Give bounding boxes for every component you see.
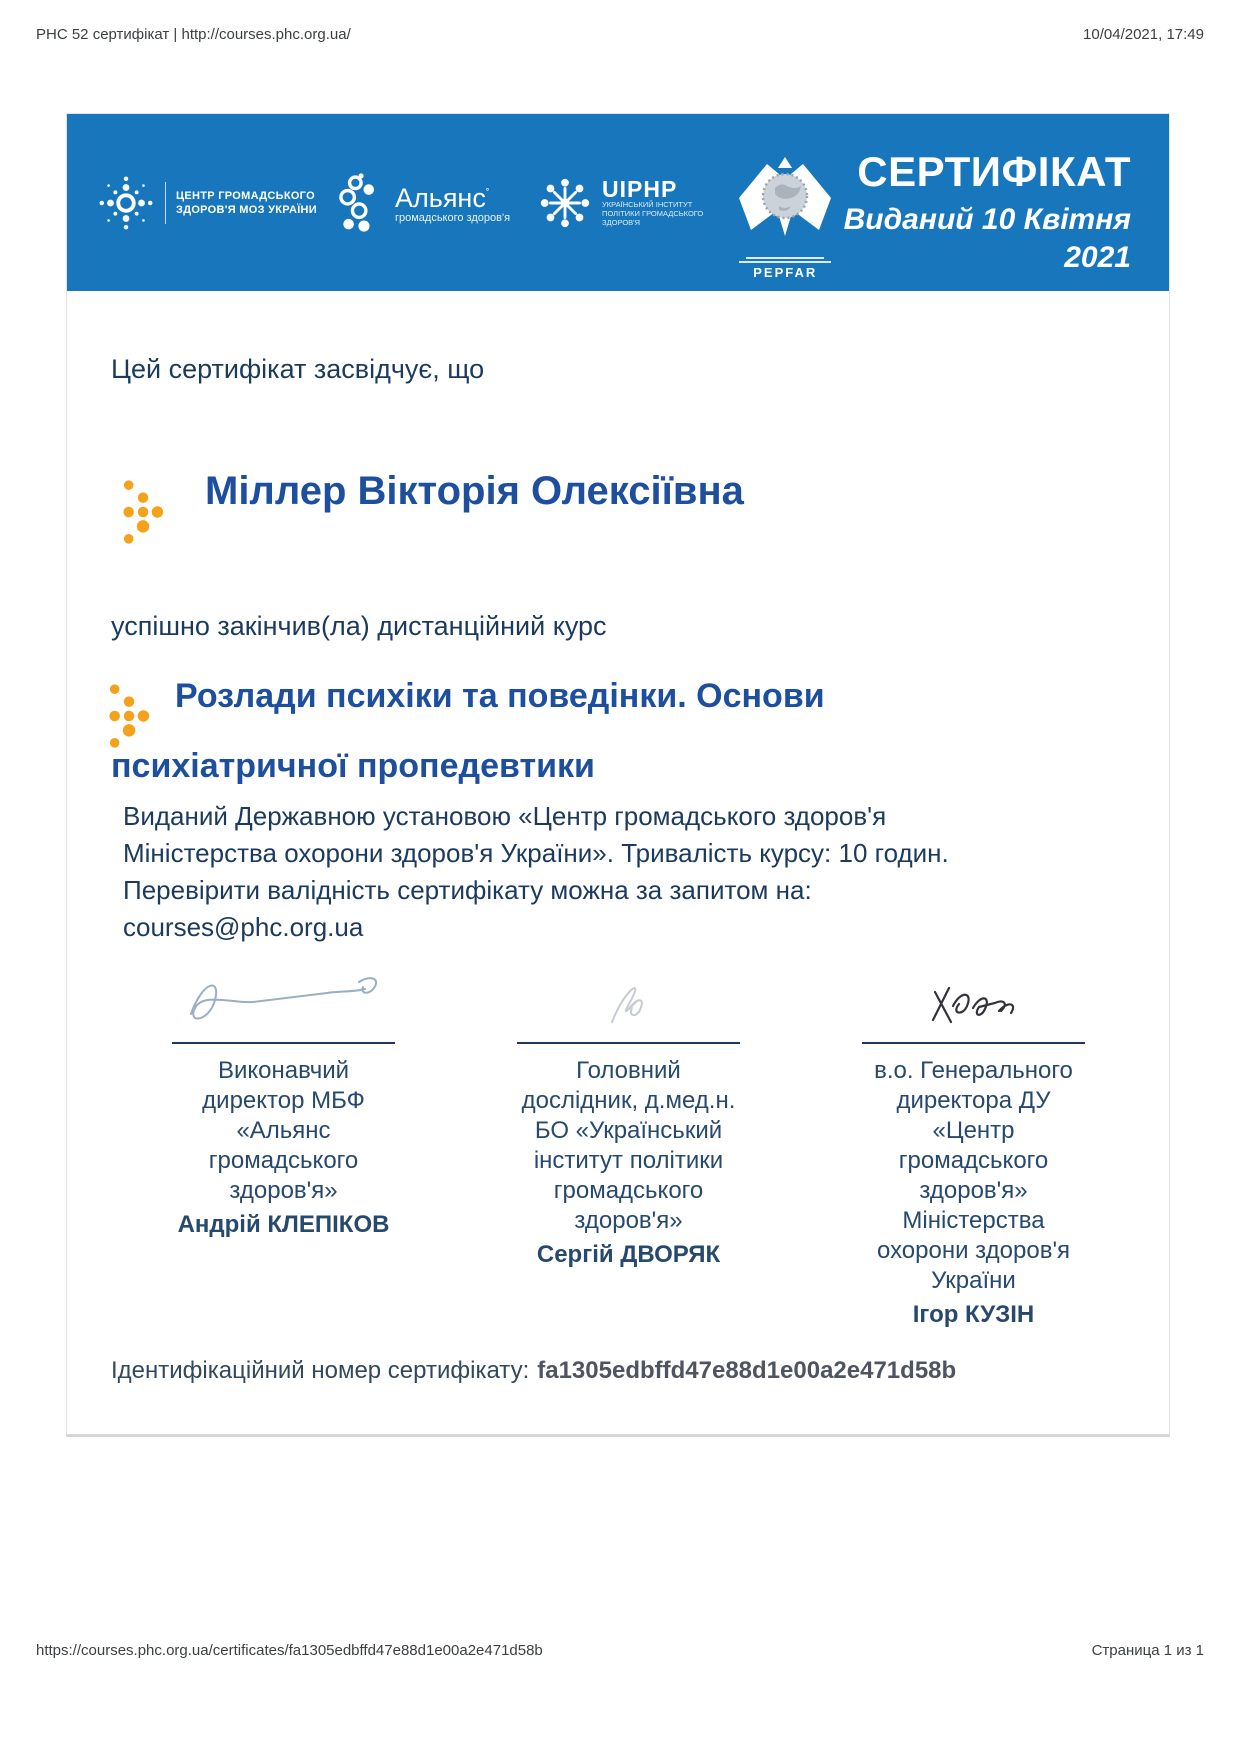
description-line: Перевірити валідність сертифікату можна за запитом на: (123, 875, 812, 905)
logos-row (95, 114, 843, 291)
pepfar-microtext-bar (746, 257, 824, 259)
phc-dotted-cross-icon (95, 172, 157, 234)
role-line: здоров'я» (229, 1177, 338, 1204)
signature-line (862, 1042, 1085, 1044)
uiphp-subtitle-line3: ЗДОРОВ'Я (602, 218, 641, 227)
dots-arrow-icon (121, 476, 167, 547)
pepfar-title: PEPFAR (753, 264, 818, 280)
print-header-title: PHC 52 сертифікат | http://courses.phc.org.ua/ (36, 26, 351, 43)
pepfar-microtext-bars (727, 257, 843, 263)
role-line: громадського (208, 1147, 359, 1174)
certificate-title-block (844, 148, 1131, 277)
certificate-title: СЕРТИФІКАТ (857, 148, 1131, 195)
role-line: БО «Український (534, 1117, 723, 1144)
uiphp-subtitle-line2: ПОЛІТИКИ ГРОМАДСЬКОГО (602, 209, 704, 218)
signature-scribble (801, 952, 1146, 1034)
signatory-column-1 (111, 952, 456, 1329)
alliance-trademark: ˚ (485, 188, 490, 200)
course-title-line2: психіатричної пропедевтики (111, 747, 595, 785)
signatory-column-2 (456, 952, 801, 1329)
phc-logo-text (176, 189, 317, 217)
certificate-id-value: fa1305edbffd47e88d1e00a2e471d58b (537, 1357, 957, 1384)
uiphp-logo (536, 174, 703, 232)
role-line: дослідник, д.мед.н. (521, 1087, 736, 1114)
role-line: в.о. Генерального (874, 1057, 1073, 1084)
signatory-role (801, 1056, 1146, 1296)
role-line: інститут політики (533, 1147, 724, 1174)
alliance-subtitle: громадського здоров'я (394, 212, 511, 224)
signatory-role (111, 1056, 456, 1206)
alliance-title (395, 181, 510, 211)
role-line: директор МБФ (202, 1087, 365, 1114)
signatory-name: Сергій ДВОРЯК (536, 1241, 721, 1268)
uiphp-title: UIPHP (602, 176, 678, 202)
completion-text: успішно закінчив(ла) дистанційний курс (111, 611, 607, 641)
print-footer-page-number: Страница 1 из 1 (1091, 1642, 1204, 1659)
dots-arrow-icon (107, 680, 153, 751)
pepfar-microtext-bar (739, 261, 831, 263)
role-line: охорони здоров'я (876, 1237, 1071, 1264)
role-line: громадського (898, 1147, 1049, 1174)
uiphp-subtitle-line1: УКРАЇНСЬКИЙ ІНСТИТУТ (602, 200, 693, 209)
description-line: courses@phc.org.ua (123, 912, 364, 942)
phc-logo-line1: ЦЕНТР ГРОМАДСЬКОГО (176, 189, 315, 202)
issued-date-line2: 2021 (1064, 241, 1131, 274)
print-footer-url: https://courses.phc.org.ua/certificates/fa1305edbffd47e88d1e00a2e471d58b (36, 1642, 543, 1659)
signature-line (517, 1042, 740, 1044)
role-line: України (931, 1267, 1016, 1294)
alliance-title-label: Альянс (394, 183, 486, 213)
alliance-circles-icon (339, 172, 387, 234)
pepfar-logo (727, 154, 843, 280)
certificate-id-label: Ідентифікаційний номер сертифікату: (111, 1357, 530, 1384)
signatory-column-3 (801, 952, 1146, 1329)
role-line: здоров'я» (574, 1207, 683, 1234)
signatory-name: Ігор КУЗІН (912, 1301, 1035, 1328)
role-line: директора ДУ (896, 1087, 1051, 1114)
role-line: Міністерства (902, 1207, 1045, 1234)
print-header (36, 26, 1204, 43)
signature-scribble (456, 952, 801, 1034)
phc-logo (95, 172, 317, 234)
intro-text: Цей сертифікат засвідчує, що (111, 354, 485, 384)
certificate-header-band (67, 114, 1169, 291)
uiphp-star-icon (536, 174, 594, 232)
certificate-description (123, 798, 949, 946)
certificate-id-row (111, 1357, 956, 1385)
role-line: громадського (553, 1177, 704, 1204)
role-line: «Центр (932, 1117, 1015, 1144)
course-title-line1: Розлади психіки та поведінки. Основи (175, 677, 825, 715)
signatures-row (111, 952, 1146, 1329)
issued-date-line1: Виданий 10 Квітня (843, 203, 1131, 236)
certificate-issued-date (844, 201, 1131, 277)
uiphp-logo-text (602, 178, 703, 227)
signatory-role (456, 1056, 801, 1236)
role-line: здоров'я» (919, 1177, 1028, 1204)
print-footer (36, 1642, 1204, 1659)
logo-separator (165, 182, 166, 224)
signatory-name: Андрій КЛЕПІКОВ (177, 1211, 390, 1238)
phc-logo-line2: ЗДОРОВ'Я МОЗ УКРАЇНИ (176, 203, 317, 216)
role-line: Головний (576, 1057, 681, 1084)
pepfar-eagle-icon (733, 154, 837, 250)
alliance-logo-text (395, 181, 510, 224)
print-header-datetime: 10/04/2021, 17:49 (1083, 26, 1204, 43)
signature-line (172, 1042, 395, 1044)
recipient-name: Міллер Вікторія Олексіївна (205, 469, 744, 513)
role-line: «Альянс (236, 1117, 331, 1144)
role-line: Виконавчий (217, 1057, 350, 1084)
alliance-logo (339, 172, 510, 234)
description-line: Міністерства охорони здоров'я України». Тривалість курсу: 10 годин. (123, 838, 949, 868)
certificate-card (66, 113, 1170, 1437)
description-line: Виданий Державною установою «Центр громадського здоров'я (123, 801, 887, 831)
signature-scribble (111, 952, 456, 1034)
